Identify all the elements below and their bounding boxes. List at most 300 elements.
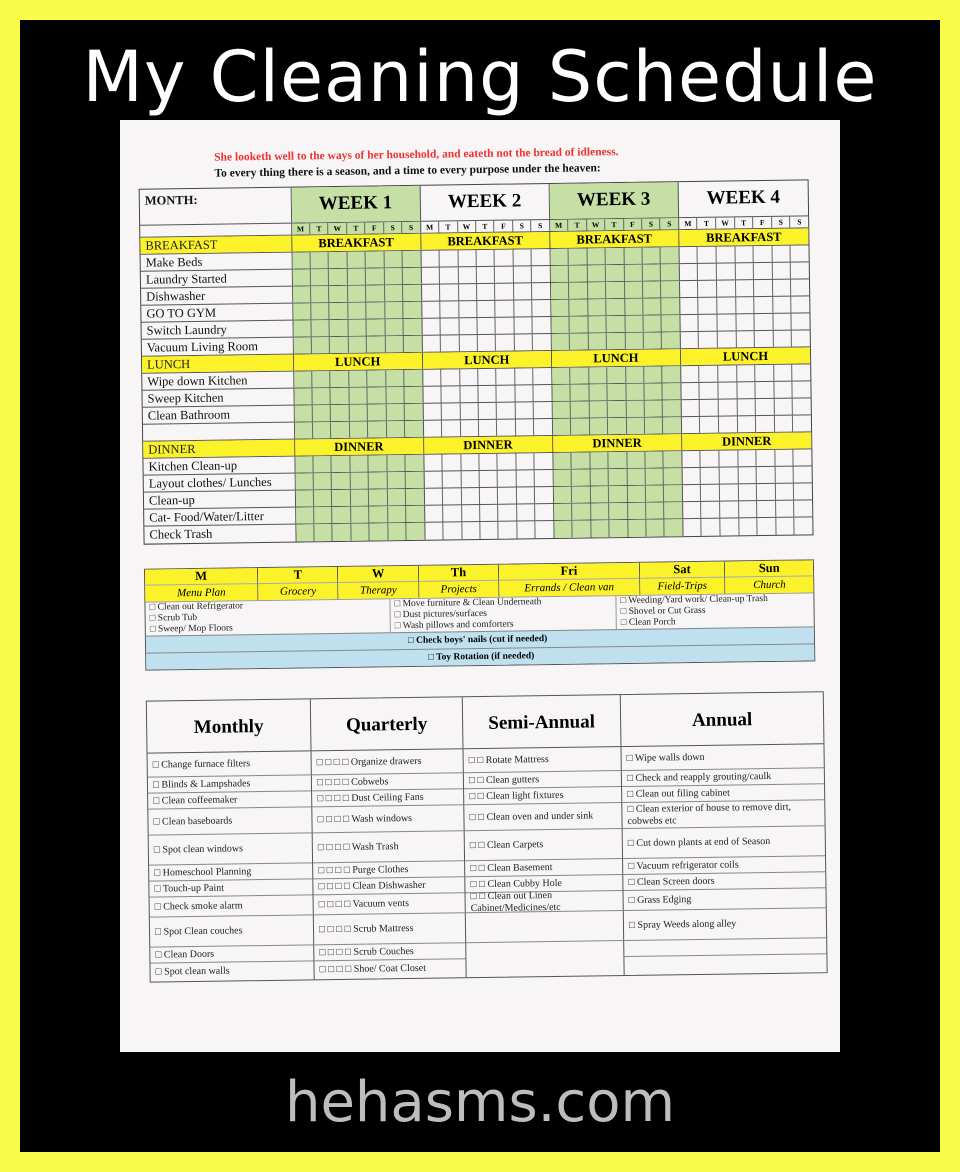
day-checkbox xyxy=(329,269,348,285)
list-item: □ Wash pillows and comforters xyxy=(394,619,514,632)
day-checkbox xyxy=(293,286,312,302)
day-checkbox xyxy=(682,468,701,484)
day-checkbox xyxy=(553,419,572,435)
day-checkbox xyxy=(793,415,811,431)
day-checkbox xyxy=(589,384,608,400)
day-checkbox xyxy=(403,285,421,301)
day-checkbox xyxy=(477,267,496,283)
day-letter: T xyxy=(605,219,624,230)
day-checkbox xyxy=(720,484,739,500)
day-checkbox xyxy=(643,298,662,314)
day-checkbox xyxy=(422,285,441,301)
day-letter: T xyxy=(568,219,587,230)
day-checkbox xyxy=(738,467,757,483)
day-checkbox xyxy=(757,450,776,466)
day-focus: Church xyxy=(726,575,814,593)
list-item: □ □ □ □ Scrub Couches xyxy=(314,943,465,961)
day-checkbox xyxy=(775,416,794,432)
day-focus: Errands / Clean van xyxy=(499,578,639,597)
week-checkbox-group xyxy=(550,247,679,265)
day-checkbox xyxy=(552,368,571,384)
list-item: □ □ □ □ Purge Clothes xyxy=(313,861,464,879)
day-checkbox xyxy=(646,502,665,518)
week-section-label: BREAKFAST xyxy=(421,232,550,250)
black-frame xyxy=(20,20,940,1152)
day-checkbox xyxy=(312,337,331,353)
semiannual-header: Semi-Annual xyxy=(463,695,622,748)
day-checkbox xyxy=(461,471,480,487)
semiannual-column xyxy=(464,747,625,977)
day-checkbox xyxy=(405,387,423,403)
day-checkbox xyxy=(591,486,610,502)
list-item xyxy=(466,911,623,943)
day-letter: S xyxy=(772,217,791,228)
day-checkbox xyxy=(404,336,422,352)
list-item: □ □ □ □ Wash Trash xyxy=(313,831,464,863)
day-checkbox xyxy=(533,317,551,333)
day-checkbox xyxy=(407,523,425,540)
day-checkbox xyxy=(588,282,607,298)
day-checkbox xyxy=(606,282,625,298)
day-checkbox xyxy=(591,520,610,537)
week-checkbox-group xyxy=(551,332,680,350)
day-checkbox xyxy=(754,280,773,296)
week-checkbox-group xyxy=(424,470,553,488)
day-checkbox xyxy=(757,501,776,517)
day-column xyxy=(640,562,726,595)
day-checkbox xyxy=(534,419,552,435)
list-item: □ □ □ □ Cobwebs xyxy=(312,773,463,791)
day-name: M xyxy=(145,568,257,585)
task-label: Dishwasher xyxy=(141,287,293,305)
week-checkbox-group xyxy=(683,500,812,518)
day-checkbox xyxy=(754,297,773,313)
day-checkbox xyxy=(387,455,406,471)
day-checkbox xyxy=(312,371,331,387)
list-item: □ Clean coffeemaker xyxy=(148,791,311,809)
day-checkbox xyxy=(331,405,350,421)
week-checkbox-group xyxy=(681,381,810,399)
day-checkbox xyxy=(627,486,646,502)
day-checkbox xyxy=(366,268,385,284)
day-checkbox xyxy=(795,500,813,516)
week-checkbox-group xyxy=(682,449,811,467)
schedule-sheet xyxy=(120,120,840,1052)
day-checkbox xyxy=(331,371,350,387)
day-checkbox xyxy=(756,399,775,415)
day-checkbox xyxy=(462,505,481,521)
day-checkbox xyxy=(776,501,795,517)
toy-rotation-row: □ Toy Rotation (if needed) xyxy=(146,643,814,669)
day-checkbox xyxy=(515,334,534,350)
day-checkbox xyxy=(442,386,461,402)
day-checkbox xyxy=(626,367,645,383)
day-checkbox xyxy=(458,250,477,266)
day-checkbox xyxy=(795,517,813,534)
day-checkbox xyxy=(719,450,738,466)
monthly-header: Monthly xyxy=(147,699,312,752)
day-name: Sun xyxy=(725,560,813,576)
task-label: Wipe down Kitchen xyxy=(142,372,294,390)
day-checkbox xyxy=(551,266,570,282)
day-checkbox xyxy=(368,370,387,386)
week-4-days xyxy=(679,216,808,229)
schedule-paper xyxy=(120,120,840,1052)
week-checkbox-group xyxy=(296,506,425,524)
week-checkbox-group xyxy=(424,419,553,437)
day-checkbox xyxy=(461,454,480,470)
day-checkbox xyxy=(551,334,570,350)
week-checkbox-group xyxy=(553,417,682,435)
list-item: □ □ Clean Carpets xyxy=(465,829,622,861)
day-checkbox xyxy=(294,405,313,421)
day-checkbox xyxy=(737,382,756,398)
day-checkbox xyxy=(698,281,717,297)
day-checkbox xyxy=(646,468,665,484)
day-checkbox xyxy=(682,417,701,433)
day-checkbox xyxy=(664,485,682,501)
day-checkbox xyxy=(736,280,755,296)
list-item: □ □ □ □ Dust Ceiling Fans xyxy=(312,789,463,807)
day-checkbox xyxy=(700,366,719,382)
day-checkbox xyxy=(462,522,481,539)
day-name: Fri xyxy=(499,563,639,580)
day-checkbox xyxy=(405,421,423,437)
day-checkbox xyxy=(443,505,462,521)
day-checkbox xyxy=(479,420,498,436)
day-checkbox xyxy=(607,333,626,349)
day-checkbox xyxy=(441,318,460,334)
day-checkbox xyxy=(587,265,606,281)
task-label: Switch Laundry xyxy=(142,321,294,339)
day-checkbox xyxy=(443,522,462,539)
task-label: Vacuum Living Room xyxy=(142,338,294,356)
day-checkbox xyxy=(459,301,478,317)
day-checkbox xyxy=(642,247,661,263)
periodic-table xyxy=(146,691,828,982)
day-checkbox xyxy=(571,384,590,400)
day-checkbox xyxy=(292,252,311,268)
task-label xyxy=(143,423,295,441)
day-checkbox xyxy=(441,369,460,385)
day-checkbox xyxy=(497,385,516,401)
day-checkbox xyxy=(332,473,351,489)
week-checkbox-group xyxy=(295,455,424,473)
week-checkbox-group xyxy=(422,334,551,352)
day-checkbox xyxy=(366,251,385,267)
day-checkbox xyxy=(775,450,794,466)
day-checkbox xyxy=(720,501,739,517)
day-checkbox xyxy=(661,264,679,280)
day-checkbox xyxy=(348,320,367,336)
day-letter: W xyxy=(329,223,348,234)
list-item: □ Grass Edging xyxy=(623,888,825,911)
week-checkbox-group xyxy=(682,398,811,416)
day-checkbox xyxy=(682,400,701,416)
day-checkbox xyxy=(720,518,739,535)
day-checkbox xyxy=(478,369,497,385)
day-checkbox xyxy=(702,519,721,536)
day-checkbox xyxy=(459,318,478,334)
list-item: □ □ Rotate Mattress xyxy=(464,747,621,773)
day-checkbox xyxy=(424,455,443,471)
day-checkbox xyxy=(369,489,388,505)
task-label: Clean Bathroom xyxy=(143,406,295,424)
day-checkbox xyxy=(793,398,811,414)
day-letter: S xyxy=(797,217,802,227)
daily-tasks-mid xyxy=(390,596,616,632)
day-checkbox xyxy=(477,250,496,266)
list-item: □ Dust pictures/surfaces xyxy=(394,608,487,621)
day-checkbox xyxy=(422,302,441,318)
day-checkbox xyxy=(758,518,777,535)
day-column xyxy=(419,565,500,598)
day-letter: W xyxy=(458,221,477,232)
week-checkbox-group xyxy=(554,502,683,520)
day-checkbox xyxy=(367,336,386,352)
week-checkbox-group xyxy=(293,302,422,320)
day-checkbox xyxy=(662,298,680,314)
day-checkbox xyxy=(369,455,388,471)
day-checkbox xyxy=(425,506,444,522)
day-checkbox xyxy=(370,523,389,540)
day-checkbox xyxy=(421,251,440,267)
week-checkbox-group xyxy=(293,336,422,354)
week-section-label: LUNCH xyxy=(681,347,810,365)
day-checkbox xyxy=(738,416,757,432)
day-checkbox xyxy=(700,417,719,433)
week-checkbox-group xyxy=(554,519,683,538)
day-checkbox xyxy=(662,332,680,348)
day-checkbox xyxy=(296,507,315,523)
week-section-label: LUNCH xyxy=(423,351,552,369)
list-item: □ □ Clean out Linen Cabinet/Medicines/etc xyxy=(466,891,623,913)
day-checkbox xyxy=(367,302,386,318)
day-checkbox xyxy=(717,297,736,313)
day-checkbox xyxy=(403,251,421,267)
day-name: Th xyxy=(419,565,499,581)
task-label: GO TO GYM xyxy=(141,304,293,322)
day-checkbox xyxy=(403,268,421,284)
day-checkbox xyxy=(571,418,590,434)
monthly-column xyxy=(148,751,315,981)
weekly-grid xyxy=(139,179,814,544)
list-item: □ Scrub Tub xyxy=(149,612,198,624)
day-checkbox xyxy=(477,301,496,317)
day-checkbox xyxy=(312,388,331,404)
quarterly-column xyxy=(312,749,467,979)
day-checkbox xyxy=(702,502,721,518)
periodic-body xyxy=(148,744,827,981)
day-checkbox xyxy=(498,487,517,503)
task-label: Layout clothes/ Lunches xyxy=(144,474,296,492)
day-column xyxy=(145,568,259,602)
day-checkbox xyxy=(757,467,776,483)
day-checkbox xyxy=(497,368,516,384)
day-checkbox xyxy=(460,386,479,402)
week-checkbox-group xyxy=(680,279,809,297)
day-checkbox xyxy=(350,422,369,438)
day-checkbox xyxy=(329,252,348,268)
list-item: □ Weeding/Yard work/ Clean-up Trash xyxy=(620,593,768,607)
day-checkbox xyxy=(757,484,776,500)
day-checkbox xyxy=(348,269,367,285)
day-checkbox xyxy=(440,301,459,317)
list-item: □ Clean baseboards xyxy=(148,807,311,835)
day-checkbox xyxy=(314,507,333,523)
day-checkbox xyxy=(406,489,424,505)
day-letter: W xyxy=(587,219,606,230)
day-checkbox xyxy=(683,519,702,536)
week-checkbox-group xyxy=(552,383,681,401)
day-checkbox xyxy=(736,297,755,313)
day-checkbox xyxy=(739,501,758,517)
day-checkbox xyxy=(496,300,515,316)
day-checkbox xyxy=(644,332,663,348)
day-checkbox xyxy=(776,518,795,535)
week-checkbox-group xyxy=(295,489,424,507)
day-checkbox xyxy=(478,386,497,402)
day-checkbox xyxy=(570,333,589,349)
list-item: □ Spot clean windows xyxy=(149,833,312,865)
day-checkbox xyxy=(664,502,682,518)
week-3-title: WEEK 3 xyxy=(549,182,679,219)
day-checkbox xyxy=(591,503,610,519)
day-checkbox xyxy=(517,504,536,520)
day-checkbox xyxy=(533,368,551,384)
day-checkbox xyxy=(551,300,570,316)
day-checkbox xyxy=(386,370,405,386)
day-checkbox xyxy=(793,364,811,380)
task-label: Cat- Food/Water/Litter xyxy=(144,508,296,526)
day-checkbox xyxy=(701,468,720,484)
day-checkbox xyxy=(698,247,717,263)
task-label: Laundry Started xyxy=(141,270,293,288)
day-checkbox xyxy=(311,252,330,268)
week-checkbox-group xyxy=(681,330,810,348)
list-item: □ □ □ □ Vacuum vents xyxy=(314,893,465,915)
day-checkbox xyxy=(754,263,773,279)
day-letter: T xyxy=(735,217,754,228)
list-item: □ Blinds & Lampshades xyxy=(148,775,311,793)
day-checkbox xyxy=(331,422,350,438)
day-checkbox xyxy=(535,470,553,486)
day-checkbox xyxy=(588,299,607,315)
week-checkbox-group xyxy=(680,262,809,280)
day-checkbox xyxy=(295,473,314,489)
day-row-blank xyxy=(140,224,292,237)
day-checkbox xyxy=(460,369,479,385)
week-checkbox-group xyxy=(423,385,552,403)
week-section-label: DINNER xyxy=(295,438,424,456)
day-checkbox xyxy=(478,335,497,351)
day-checkbox xyxy=(480,488,499,504)
day-checkbox xyxy=(570,316,589,332)
day-checkbox xyxy=(718,382,737,398)
day-checkbox xyxy=(552,402,571,418)
day-checkbox xyxy=(606,265,625,281)
day-checkbox xyxy=(551,317,570,333)
day-checkbox xyxy=(775,467,794,483)
day-checkbox xyxy=(313,422,332,438)
day-checkbox xyxy=(719,399,738,415)
week-1-days xyxy=(292,222,421,235)
day-checkbox xyxy=(679,247,698,263)
list-item: □ Vacuum refrigerator coils xyxy=(623,856,825,875)
day-checkbox xyxy=(311,269,330,285)
day-checkbox xyxy=(330,337,349,353)
day-checkbox xyxy=(772,246,791,262)
annual-header: Annual xyxy=(691,709,753,732)
day-checkbox xyxy=(553,453,572,469)
day-checkbox xyxy=(421,268,440,284)
day-checkbox xyxy=(718,314,737,330)
week-checkbox-group xyxy=(424,453,553,471)
list-item: □ □ Clean oven and under sink xyxy=(464,803,621,831)
week-section-label: BREAKFAST xyxy=(292,234,421,252)
day-checkbox xyxy=(330,320,349,336)
day-checkbox xyxy=(550,249,569,265)
day-checkbox xyxy=(791,279,809,295)
day-checkbox xyxy=(590,469,609,485)
day-checkbox xyxy=(773,314,792,330)
day-checkbox xyxy=(497,402,516,418)
section-label: LUNCH xyxy=(142,355,294,373)
day-checkbox xyxy=(663,366,681,382)
list-item: □ Spot Clean couches xyxy=(150,915,313,947)
day-letter: S xyxy=(513,220,532,231)
day-letter: W xyxy=(716,217,735,228)
day-checkbox xyxy=(422,319,441,335)
day-letter: T xyxy=(310,223,329,234)
daily-focus-table xyxy=(144,559,815,670)
day-checkbox xyxy=(735,246,754,262)
day-checkbox xyxy=(515,368,534,384)
week-checkbox-group xyxy=(683,483,812,501)
day-checkbox xyxy=(459,335,478,351)
day-checkbox xyxy=(350,405,369,421)
day-checkbox xyxy=(515,385,534,401)
day-checkbox xyxy=(404,370,422,386)
day-checkbox xyxy=(681,332,700,348)
day-checkbox xyxy=(587,248,606,264)
list-item: □ □ □ □ Clean Dishwasher xyxy=(313,877,464,895)
day-letter: S xyxy=(642,218,661,229)
week-checkbox-group xyxy=(422,300,551,318)
week-checkbox-group xyxy=(294,421,423,439)
week-section-label: DINNER xyxy=(682,432,811,450)
week-section-label: BREAKFAST xyxy=(679,228,808,246)
list-item: □ Wipe walls down xyxy=(621,744,823,771)
week-checkbox-group xyxy=(551,281,680,299)
day-checkbox xyxy=(698,264,717,280)
day-checkbox xyxy=(626,384,645,400)
week-checkbox-group xyxy=(295,472,424,490)
day-checkbox xyxy=(348,286,367,302)
day-checkbox xyxy=(569,248,588,264)
day-checkbox xyxy=(534,402,552,418)
day-checkbox xyxy=(350,456,369,472)
day-checkbox xyxy=(663,400,681,416)
day-letter: S xyxy=(408,222,414,232)
day-checkbox xyxy=(609,469,628,485)
day-checkbox xyxy=(441,335,460,351)
week-2-title: WEEK 2 xyxy=(420,184,550,221)
day-letter: S xyxy=(538,221,543,231)
week-checkbox-group xyxy=(294,387,423,405)
day-checkbox xyxy=(423,387,442,403)
day-checkbox xyxy=(571,401,590,417)
